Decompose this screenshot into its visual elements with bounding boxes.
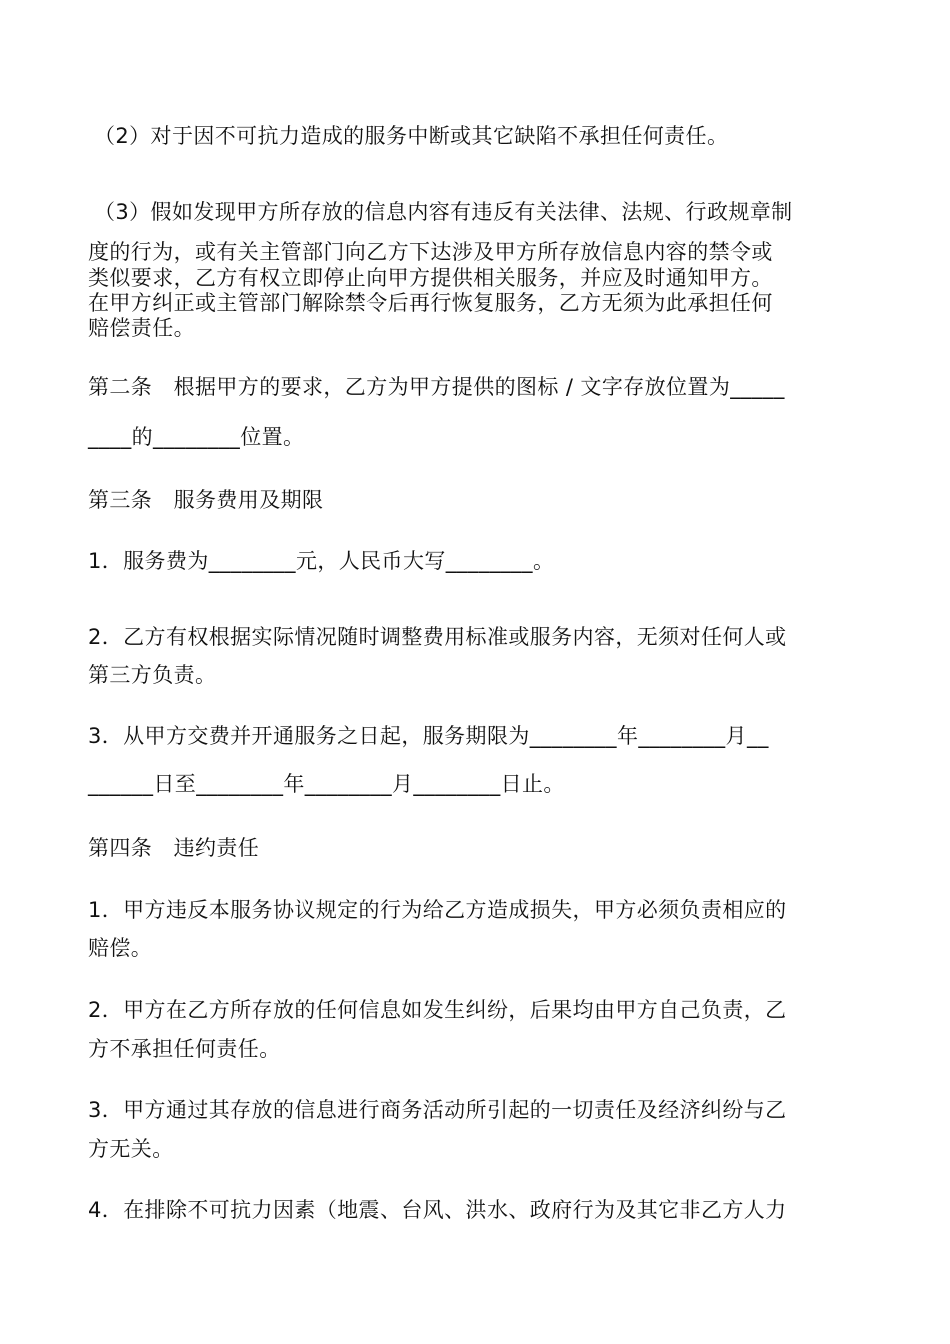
article-3-item-3-line-1: 3．从甲方交费并开通服务之日起，服务期限为________年________月__	[88, 724, 769, 748]
article-3-item-3-line-2: ______日至________年________月________日止。	[88, 772, 565, 796]
article-2-line-1: 第二条 根据甲方的要求，乙方为甲方提供的图标 / 文字存放位置为_____	[88, 375, 785, 399]
article-4-title: 第四条 违约责任	[88, 836, 260, 860]
article-4-item-1-line-1: 1．甲方违反本服务协议规定的行为给乙方造成损失，甲方必须负责相应的	[88, 898, 787, 922]
clause-1-item-3-line-2: 度的行为，或有关主管部门向乙方下达涉及甲方所存放信息内容的禁令或	[88, 240, 773, 264]
article-4-item-2-line-2: 方不承担任何责任。	[88, 1037, 281, 1061]
clause-1-item-3-line-4: 在甲方纠正或主管部门解除禁令后再行恢复服务，乙方无须为此承担任何	[88, 291, 773, 315]
article-2-line-2: ____的________位置。	[88, 425, 305, 449]
article-4-item-2-line-1: 2．甲方在乙方所存放的任何信息如发生纠纷，后果均由甲方自己负责，乙	[88, 998, 787, 1022]
article-3-item-2-line-2: 第三方负责。	[88, 663, 217, 687]
clause-1-item-3-line-3: 类似要求，乙方有权立即停止向甲方提供相关服务，并应及时通知甲方。	[88, 266, 773, 290]
clause-1-item-3-line-5: 赔偿责任。	[88, 316, 195, 340]
article-4-item-1-line-2: 赔偿。	[88, 936, 153, 960]
article-4-item-4-line-1: 4．在排除不可抗力因素（地震、台风、洪水、政府行为及其它非乙方人力	[88, 1198, 787, 1222]
clause-1-item-2: （2）对于因不可抗力造成的服务中断或其它缺陷不承担任何责任。	[94, 124, 729, 148]
article-3-item-1: 1．服务费为________元，人民币大写________。	[88, 549, 555, 573]
article-3-item-2-line-1: 2．乙方有权根据实际情况随时调整费用标准或服务内容，无须对任何人或	[88, 625, 787, 649]
article-4-item-3-line-1: 3．甲方通过其存放的信息进行商务活动所引起的一切责任及经济纠纷与乙	[88, 1098, 787, 1122]
clause-1-item-3-line-1: （3）假如发现甲方所存放的信息内容有违反有关法律、法规、行政规章制	[94, 200, 793, 224]
article-4-item-3-line-2: 方无关。	[88, 1137, 174, 1161]
article-3-title: 第三条 服务费用及期限	[88, 488, 324, 512]
